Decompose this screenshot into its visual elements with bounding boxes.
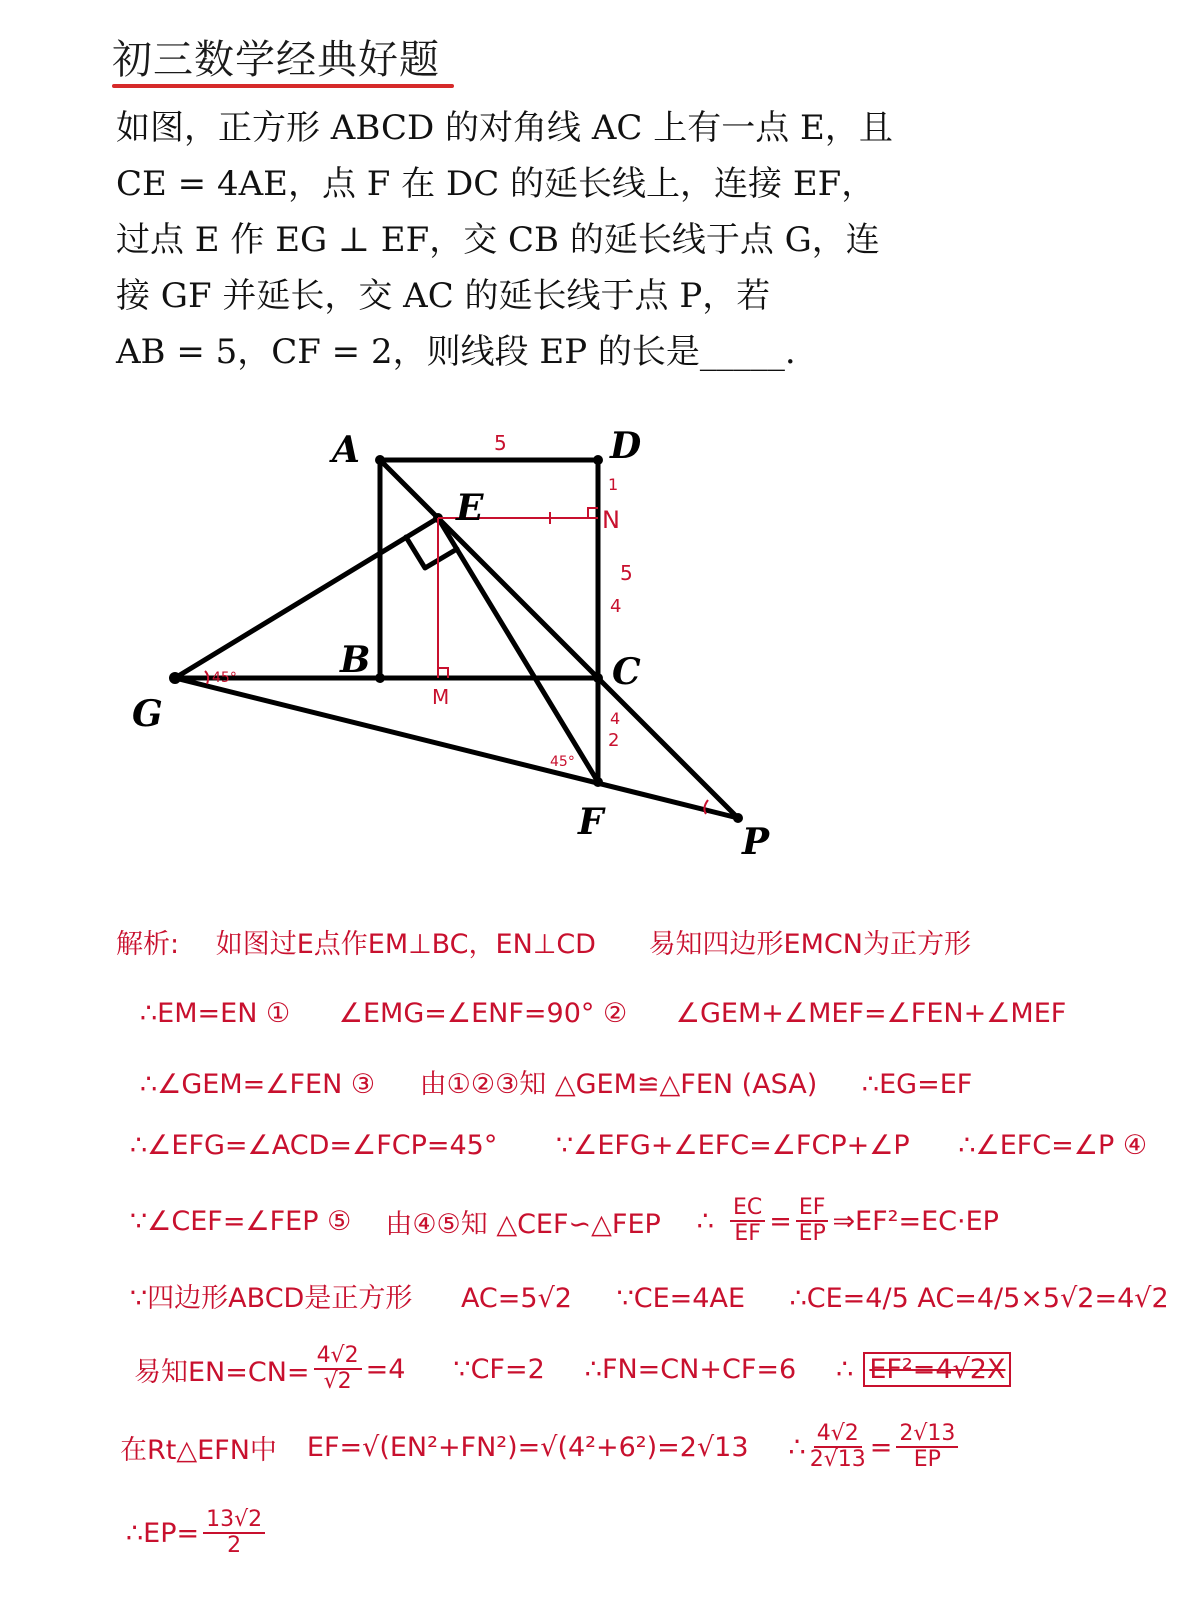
fraction (730, 1196, 765, 1246)
annot-angle-f: 45° (550, 754, 575, 770)
solution-text: EF=√(EN²+FN²)=√(4²+6²)=2√13 (306, 1431, 749, 1463)
solution-text: ∠GEM+∠MEF=∠FEN+∠MEF (675, 998, 1067, 1029)
fraction (896, 1422, 958, 1472)
page-title: 初三数学经典好题 (112, 37, 440, 83)
annot-nc-b: 4 (610, 596, 622, 617)
fraction-denominator: 2 (227, 1533, 242, 1558)
label-n: N (602, 506, 620, 534)
solution-text: =4 (365, 1353, 406, 1385)
solution-text: ∴EP= (126, 1517, 200, 1549)
label-b: B (340, 639, 371, 681)
solution-text: AC=5√2 (460, 1283, 572, 1314)
problem-line: AB = 5，CF = 2，则线段 EP 的长是_____. (116, 332, 796, 372)
solution-text: 在Rt△EFN中 (120, 1434, 277, 1466)
solution-text: ∴∠GEM=∠FEN ③ (140, 1069, 376, 1100)
solution-text: = (869, 1431, 893, 1463)
solution-text: 如图过E点作EM⊥BC，EN⊥CD (215, 929, 596, 960)
solution-text: ∴ (836, 1353, 854, 1385)
fraction-denominator: √2 (323, 1369, 352, 1394)
solution-text: ∵∠EFG+∠EFC=∠FCP+∠P (555, 1130, 910, 1161)
fraction-numerator: 4√2 (814, 1422, 862, 1448)
solution-text: ∵∠CEF=∠FEP ⑤ (130, 1205, 352, 1237)
solution-text: ∴EG=EF (861, 1069, 973, 1100)
fraction (203, 1508, 265, 1558)
annot-dn: 1 (608, 475, 619, 494)
fraction-numerator: EC (730, 1196, 765, 1222)
solution-text: ∵CF=2 (453, 1353, 545, 1385)
label-g: G (132, 693, 163, 735)
solution-text: ⇒EF²=EC·EP (832, 1205, 999, 1237)
problem-line: 接 GF 并延长，交 AC 的延长线于点 P，若 (116, 276, 771, 316)
solution-heading: 解析: (116, 929, 180, 960)
label-c: C (612, 651, 641, 693)
annot-nc-a: 5 (620, 561, 633, 585)
problem-line: CE = 4AE，点 F 在 DC 的延长线上，连接 EF， (116, 164, 876, 204)
solution-text: 由①②③知 △GEM≌△FEN (ASA) (419, 1069, 818, 1100)
solution-text: ∵CE=4AE (616, 1283, 745, 1314)
solution-text: 由④⑤知 △CEF∽△FEP (385, 1208, 661, 1240)
solution-text: ∴ (696, 1205, 714, 1237)
annot-cf-b: 2 (608, 730, 620, 751)
problem-line: 如图，正方形 ABCD 的对角线 AC 上有一点 E，且 (116, 108, 893, 148)
label-m: M (432, 685, 450, 709)
fraction-numerator: EF (796, 1196, 829, 1222)
solution-text: ∴∠EFG=∠ACD=∠FCP=45° (130, 1130, 498, 1161)
solution-text: ∴CE=4/5 AC=4/5×5√2=4√2 (789, 1283, 1169, 1314)
solution-text: ∴∠EFC=∠P ④ (958, 1130, 1148, 1161)
annot-cf-a: 4 (610, 709, 621, 728)
label-f: F (578, 801, 604, 843)
annot-angle-g: 45° (212, 670, 237, 686)
solution-text: ∴EM=EN ① (140, 998, 291, 1029)
fraction (796, 1196, 829, 1246)
label-p: P (742, 821, 770, 863)
solution-text: 易知EN=CN= (134, 1356, 310, 1388)
struck-text: EF²=4√2X (863, 1352, 1011, 1387)
fraction-numerator: 4√2 (314, 1344, 362, 1370)
fraction-denominator: EP (798, 1221, 826, 1246)
solution-text: = (769, 1205, 792, 1237)
fraction-denominator: 2√13 (809, 1447, 866, 1472)
problem-line: 过点 E 作 EG ⊥ EF，交 CB 的延长线于点 G，连 (116, 220, 880, 260)
fraction (314, 1344, 362, 1394)
label-a: A (332, 429, 360, 471)
solution-text: ∵四边形ABCD是正方形 (130, 1283, 413, 1314)
fraction-numerator: 13√2 (203, 1508, 265, 1534)
label-d: D (610, 425, 642, 467)
solution-text: ∴FN=CN+CF=6 (584, 1353, 797, 1385)
solution-text: ∴ (788, 1431, 806, 1463)
fraction-denominator: EF (734, 1221, 761, 1246)
solution-text: 易知四边形EMCN为正方形 (648, 929, 971, 960)
fraction-numerator: 2√13 (896, 1422, 958, 1448)
annot-ab: 5 (494, 431, 507, 455)
fraction (810, 1422, 866, 1472)
fraction-denominator: EP (913, 1447, 941, 1472)
solution-text: ∠EMG=∠ENF=90° ② (338, 998, 628, 1029)
label-e: E (456, 487, 484, 529)
